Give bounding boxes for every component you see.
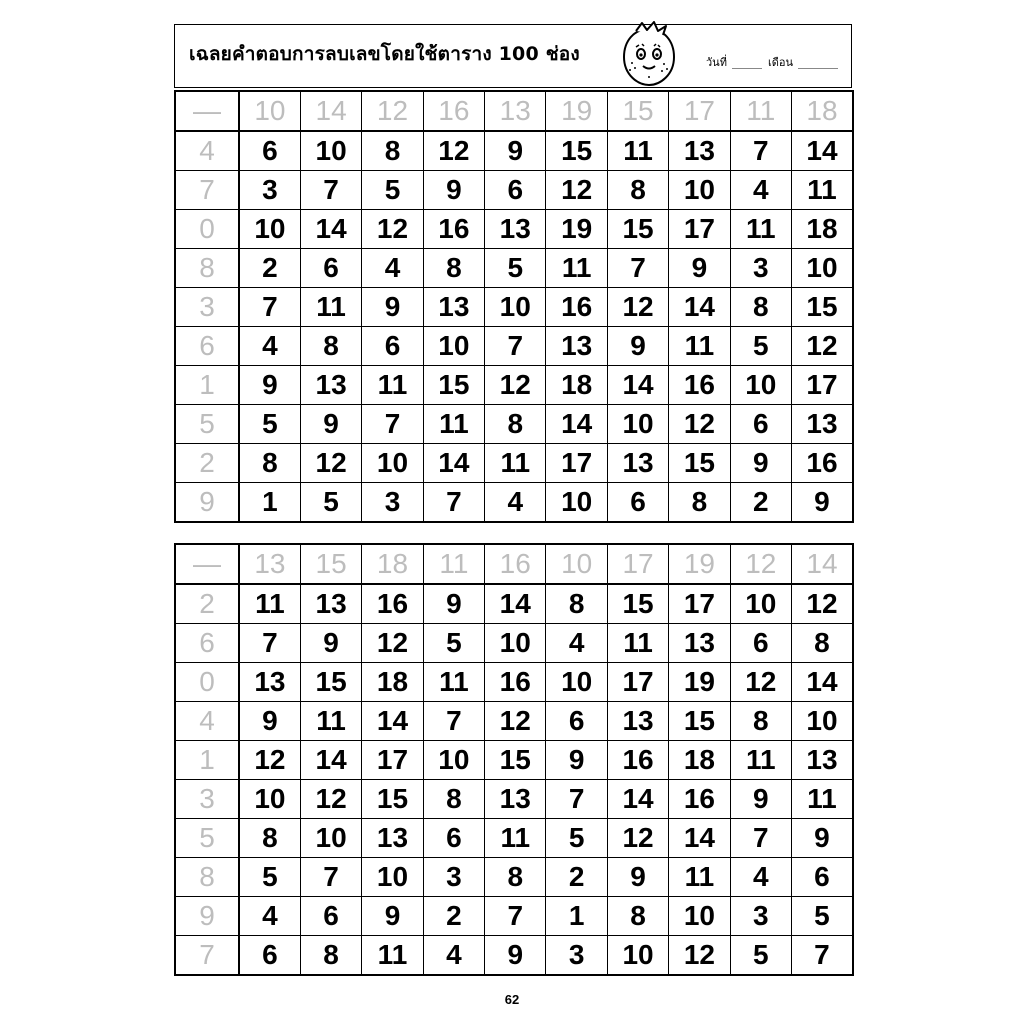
answer-cell: 11: [730, 210, 791, 249]
row-label-cell: 0: [175, 663, 239, 702]
table-row: [175, 780, 853, 819]
answer-cell: 7: [362, 405, 423, 444]
answer-cell: 13: [546, 327, 607, 366]
answer-cell: 3: [423, 858, 484, 897]
subtraction-grid-2: [174, 543, 854, 976]
answer-cell: 5: [485, 249, 546, 288]
answer-cell: 11: [607, 131, 668, 171]
answer-cell: 13: [669, 131, 730, 171]
column-header-cell: 10: [239, 91, 300, 131]
answer-cell: 9: [485, 936, 546, 976]
strawberry-face-icon: [614, 21, 684, 89]
row-label-cell: 2: [175, 444, 239, 483]
answer-cell: 14: [300, 741, 361, 780]
column-header-cell: 16: [485, 544, 546, 584]
row-label-cell: 8: [175, 249, 239, 288]
column-header-cell: 10: [546, 544, 607, 584]
row-label-cell: 4: [175, 131, 239, 171]
row-label-cell: 7: [175, 936, 239, 976]
table-row: [175, 702, 853, 741]
answer-cell: 10: [792, 702, 853, 741]
answer-cell: 14: [485, 584, 546, 624]
answer-cell: 7: [607, 249, 668, 288]
table-row: [175, 249, 853, 288]
answer-cell: 5: [362, 171, 423, 210]
answer-cell: 10: [239, 210, 300, 249]
answer-cell: 10: [300, 819, 361, 858]
answer-cell: 12: [669, 936, 730, 976]
answer-cell: 6: [362, 327, 423, 366]
table-row: [175, 405, 853, 444]
answer-cell: 15: [546, 131, 607, 171]
answer-cell: 4: [362, 249, 423, 288]
column-header-cell: 15: [300, 544, 361, 584]
answer-cell: 12: [239, 741, 300, 780]
table-row: [175, 858, 853, 897]
answer-cell: 8: [239, 444, 300, 483]
operator-cell: —: [175, 544, 239, 584]
answer-cell: 7: [485, 897, 546, 936]
answer-cell: 16: [607, 741, 668, 780]
answer-cell: 19: [669, 663, 730, 702]
answer-cell: 6: [730, 405, 791, 444]
column-header-cell: 17: [669, 91, 730, 131]
answer-cell: 12: [792, 327, 853, 366]
column-header-cell: 14: [792, 544, 853, 584]
answer-cell: 17: [546, 444, 607, 483]
answer-cell: 6: [239, 131, 300, 171]
answer-cell: 7: [423, 702, 484, 741]
answer-cell: 12: [669, 405, 730, 444]
answer-cell: 11: [300, 288, 361, 327]
answer-cell: 16: [546, 288, 607, 327]
answer-cell: 11: [239, 584, 300, 624]
subtraction-grid-1: [174, 90, 854, 523]
answer-cell: 4: [485, 483, 546, 523]
answer-cell: 12: [546, 171, 607, 210]
answer-cell: 9: [546, 741, 607, 780]
answer-cell: 5: [792, 897, 853, 936]
answer-cell: 13: [485, 210, 546, 249]
answer-cell: 4: [239, 897, 300, 936]
answer-cell: 7: [546, 780, 607, 819]
answer-cell: 5: [546, 819, 607, 858]
answer-cell: 7: [792, 936, 853, 976]
answer-cell: 9: [300, 405, 361, 444]
answer-cell: 3: [239, 171, 300, 210]
answer-cell: 9: [239, 702, 300, 741]
answer-cell: 10: [730, 584, 791, 624]
answer-cell: 12: [792, 584, 853, 624]
answer-cell: 2: [730, 483, 791, 523]
table-row: [175, 624, 853, 663]
answer-cell: 5: [730, 327, 791, 366]
answer-cell: 15: [607, 210, 668, 249]
row-label-cell: 7: [175, 171, 239, 210]
answer-cell: 16: [792, 444, 853, 483]
row-label-cell: 1: [175, 366, 239, 405]
answer-cell: 10: [792, 249, 853, 288]
column-header-cell: 16: [423, 91, 484, 131]
answer-cell: 6: [300, 897, 361, 936]
column-header-cell: 12: [362, 91, 423, 131]
row-label-cell: 9: [175, 897, 239, 936]
column-header-cell: 11: [423, 544, 484, 584]
table-row: [175, 210, 853, 249]
answer-cell: 12: [300, 780, 361, 819]
answer-cell: 5: [239, 405, 300, 444]
answer-cell: 11: [669, 858, 730, 897]
answer-cell: 7: [485, 327, 546, 366]
column-header-cell: 17: [607, 544, 668, 584]
answer-cell: 11: [300, 702, 361, 741]
answer-cell: 12: [423, 131, 484, 171]
table-row: [175, 584, 853, 624]
answer-cell: 4: [546, 624, 607, 663]
answer-cell: 16: [669, 780, 730, 819]
column-header-cell: 12: [730, 544, 791, 584]
answer-cell: 16: [362, 584, 423, 624]
answer-cell: 4: [239, 327, 300, 366]
answer-cell: 10: [423, 327, 484, 366]
answer-cell: 8: [239, 819, 300, 858]
answer-cell: 16: [669, 366, 730, 405]
answer-cell: 15: [792, 288, 853, 327]
table-row: [175, 444, 853, 483]
answer-cell: 8: [669, 483, 730, 523]
table-row: [175, 483, 853, 523]
answer-cell: 9: [362, 897, 423, 936]
answer-cell: 14: [423, 444, 484, 483]
answer-cell: 13: [485, 780, 546, 819]
answer-cell: 11: [485, 444, 546, 483]
answer-cell: 5: [423, 624, 484, 663]
worksheet-header: [174, 24, 852, 88]
answer-cell: 11: [607, 624, 668, 663]
answer-cell: 6: [546, 702, 607, 741]
answer-cell: 8: [730, 702, 791, 741]
answer-cell: 13: [607, 444, 668, 483]
answer-cell: 8: [423, 249, 484, 288]
answer-cell: 10: [546, 663, 607, 702]
column-header-cell: 14: [300, 91, 361, 131]
answer-cell: 8: [546, 584, 607, 624]
answer-cell: 6: [300, 249, 361, 288]
answer-cell: 10: [300, 131, 361, 171]
page-number: 62: [504, 992, 520, 1007]
answer-cell: 9: [607, 327, 668, 366]
table-row: [175, 663, 853, 702]
table-row: [175, 171, 853, 210]
answer-cell: 14: [300, 210, 361, 249]
answer-cell: 5: [730, 936, 791, 976]
answer-cell: 9: [485, 131, 546, 171]
answer-cell: 13: [669, 624, 730, 663]
answer-cell: 6: [423, 819, 484, 858]
answer-cell: 12: [485, 702, 546, 741]
answer-cell: 10: [546, 483, 607, 523]
answer-cell: 11: [546, 249, 607, 288]
answer-cell: 5: [239, 858, 300, 897]
answer-cell: 2: [239, 249, 300, 288]
answer-cell: 17: [669, 584, 730, 624]
answer-cell: 6: [607, 483, 668, 523]
operator-cell: —: [175, 91, 239, 131]
answer-cell: 7: [730, 819, 791, 858]
answer-cell: 14: [607, 366, 668, 405]
answer-cell: 15: [669, 702, 730, 741]
answer-cell: 8: [730, 288, 791, 327]
answer-cell: 4: [423, 936, 484, 976]
column-header-cell: 13: [485, 91, 546, 131]
answer-cell: 17: [362, 741, 423, 780]
answer-cell: 18: [669, 741, 730, 780]
answer-cell: 13: [607, 702, 668, 741]
answer-cell: 10: [239, 780, 300, 819]
column-header-cell: 11: [730, 91, 791, 131]
answer-cell: 18: [792, 210, 853, 249]
answer-cell: 14: [546, 405, 607, 444]
answer-cell: 11: [423, 405, 484, 444]
answer-cell: 8: [485, 858, 546, 897]
answer-cell: 8: [300, 327, 361, 366]
answer-cell: 3: [730, 897, 791, 936]
table-row: [175, 288, 853, 327]
answer-cell: 3: [362, 483, 423, 523]
answer-cell: 4: [730, 171, 791, 210]
answer-cell: 9: [362, 288, 423, 327]
answer-cell: 12: [300, 444, 361, 483]
column-header-cell: 15: [607, 91, 668, 131]
answer-cell: 15: [423, 366, 484, 405]
answer-cell: 15: [300, 663, 361, 702]
answer-cell: 8: [362, 131, 423, 171]
answer-cell: 3: [730, 249, 791, 288]
answer-cell: 6: [485, 171, 546, 210]
answer-cell: 9: [300, 624, 361, 663]
answer-cell: 14: [362, 702, 423, 741]
answer-cell: 11: [362, 366, 423, 405]
answer-cell: 8: [423, 780, 484, 819]
answer-cell: 6: [239, 936, 300, 976]
answer-cell: 9: [607, 858, 668, 897]
answer-cell: 13: [362, 819, 423, 858]
answer-cell: 16: [485, 663, 546, 702]
row-label-cell: 0: [175, 210, 239, 249]
answer-cell: 10: [485, 624, 546, 663]
answer-cell: 13: [300, 366, 361, 405]
row-label-cell: 8: [175, 858, 239, 897]
answer-cell: 19: [546, 210, 607, 249]
answer-cell: 17: [669, 210, 730, 249]
answer-cell: 13: [300, 584, 361, 624]
answer-cell: 14: [669, 819, 730, 858]
answer-cell: 15: [362, 780, 423, 819]
answer-cell: 14: [792, 131, 853, 171]
answer-cell: 18: [546, 366, 607, 405]
answer-cell: 10: [362, 858, 423, 897]
answer-cell: 9: [792, 483, 853, 523]
row-label-cell: 1: [175, 741, 239, 780]
answer-cell: 10: [423, 741, 484, 780]
table-row: [175, 327, 853, 366]
answer-cell: 9: [423, 584, 484, 624]
answer-cell: 11: [730, 741, 791, 780]
answer-cell: 11: [362, 936, 423, 976]
column-header-cell: 18: [362, 544, 423, 584]
answer-cell: 18: [362, 663, 423, 702]
row-label-cell: 6: [175, 624, 239, 663]
table-row: [175, 819, 853, 858]
answer-cell: 8: [607, 897, 668, 936]
column-header-cell: 18: [792, 91, 853, 131]
answer-cell: 13: [423, 288, 484, 327]
row-label-cell: 6: [175, 327, 239, 366]
row-label-cell: 9: [175, 483, 239, 523]
answer-cell: 11: [669, 327, 730, 366]
table-row: [175, 741, 853, 780]
answer-cell: 14: [607, 780, 668, 819]
answer-cell: 9: [423, 171, 484, 210]
answer-cell: 8: [485, 405, 546, 444]
answer-cell: 12: [362, 210, 423, 249]
worksheet-title: เฉลยคำตอบการลบเลขโดยใช้ตาราง 100 ช่อง: [189, 43, 580, 65]
answer-cell: 9: [239, 366, 300, 405]
date-label: วันที่: [706, 56, 727, 69]
answer-cell: 4: [730, 858, 791, 897]
answer-cell: 13: [239, 663, 300, 702]
answer-cell: 6: [792, 858, 853, 897]
answer-cell: 11: [485, 819, 546, 858]
answer-cell: 11: [792, 780, 853, 819]
answer-cell: 9: [730, 780, 791, 819]
header-row: [175, 544, 853, 584]
answer-cell: 12: [485, 366, 546, 405]
answer-cell: 1: [239, 483, 300, 523]
answer-cell: 9: [669, 249, 730, 288]
answer-cell: 2: [546, 858, 607, 897]
row-label-cell: 5: [175, 405, 239, 444]
answer-cell: 12: [362, 624, 423, 663]
answer-cell: 10: [607, 405, 668, 444]
answer-cell: 9: [730, 444, 791, 483]
answer-cell: 17: [792, 366, 853, 405]
answer-cell: 10: [607, 936, 668, 976]
answer-cell: 14: [792, 663, 853, 702]
row-label-cell: 3: [175, 780, 239, 819]
answer-cell: 10: [669, 897, 730, 936]
column-header-cell: 13: [239, 544, 300, 584]
table-row: [175, 131, 853, 171]
answer-cell: 10: [362, 444, 423, 483]
date-line: [732, 68, 762, 69]
answer-cell: 17: [607, 663, 668, 702]
answer-cell: 7: [730, 131, 791, 171]
answer-cell: 10: [730, 366, 791, 405]
answer-cell: 9: [792, 819, 853, 858]
answer-cell: 12: [607, 819, 668, 858]
row-label-cell: 3: [175, 288, 239, 327]
answer-cell: 14: [669, 288, 730, 327]
table-row: [175, 897, 853, 936]
answer-cell: 5: [300, 483, 361, 523]
answer-cell: 2: [423, 897, 484, 936]
table-row: [175, 366, 853, 405]
month-label: เดือน: [768, 56, 794, 69]
answer-cell: 12: [730, 663, 791, 702]
answer-cell: 7: [239, 288, 300, 327]
answer-cell: 16: [423, 210, 484, 249]
answer-cell: 8: [607, 171, 668, 210]
answer-cell: 1: [546, 897, 607, 936]
table-row: [175, 936, 853, 976]
row-label-cell: 4: [175, 702, 239, 741]
answer-cell: 3: [546, 936, 607, 976]
answer-cell: 10: [669, 171, 730, 210]
month-line: [798, 68, 838, 69]
answer-cell: 7: [423, 483, 484, 523]
row-label-cell: 2: [175, 584, 239, 624]
answer-cell: 15: [607, 584, 668, 624]
header-row: [175, 91, 853, 131]
answer-cell: 11: [423, 663, 484, 702]
answer-cell: 11: [792, 171, 853, 210]
answer-cell: 12: [607, 288, 668, 327]
answer-cell: 15: [669, 444, 730, 483]
answer-cell: 7: [239, 624, 300, 663]
answer-cell: 7: [300, 171, 361, 210]
answer-cell: 7: [300, 858, 361, 897]
answer-cell: 8: [792, 624, 853, 663]
answer-cell: 10: [485, 288, 546, 327]
row-label-cell: 5: [175, 819, 239, 858]
answer-cell: 6: [730, 624, 791, 663]
column-header-cell: 19: [546, 91, 607, 131]
answer-cell: 15: [485, 741, 546, 780]
column-header-cell: 19: [669, 544, 730, 584]
answer-cell: 13: [792, 405, 853, 444]
answer-cell: 8: [300, 936, 361, 976]
answer-cell: 13: [792, 741, 853, 780]
